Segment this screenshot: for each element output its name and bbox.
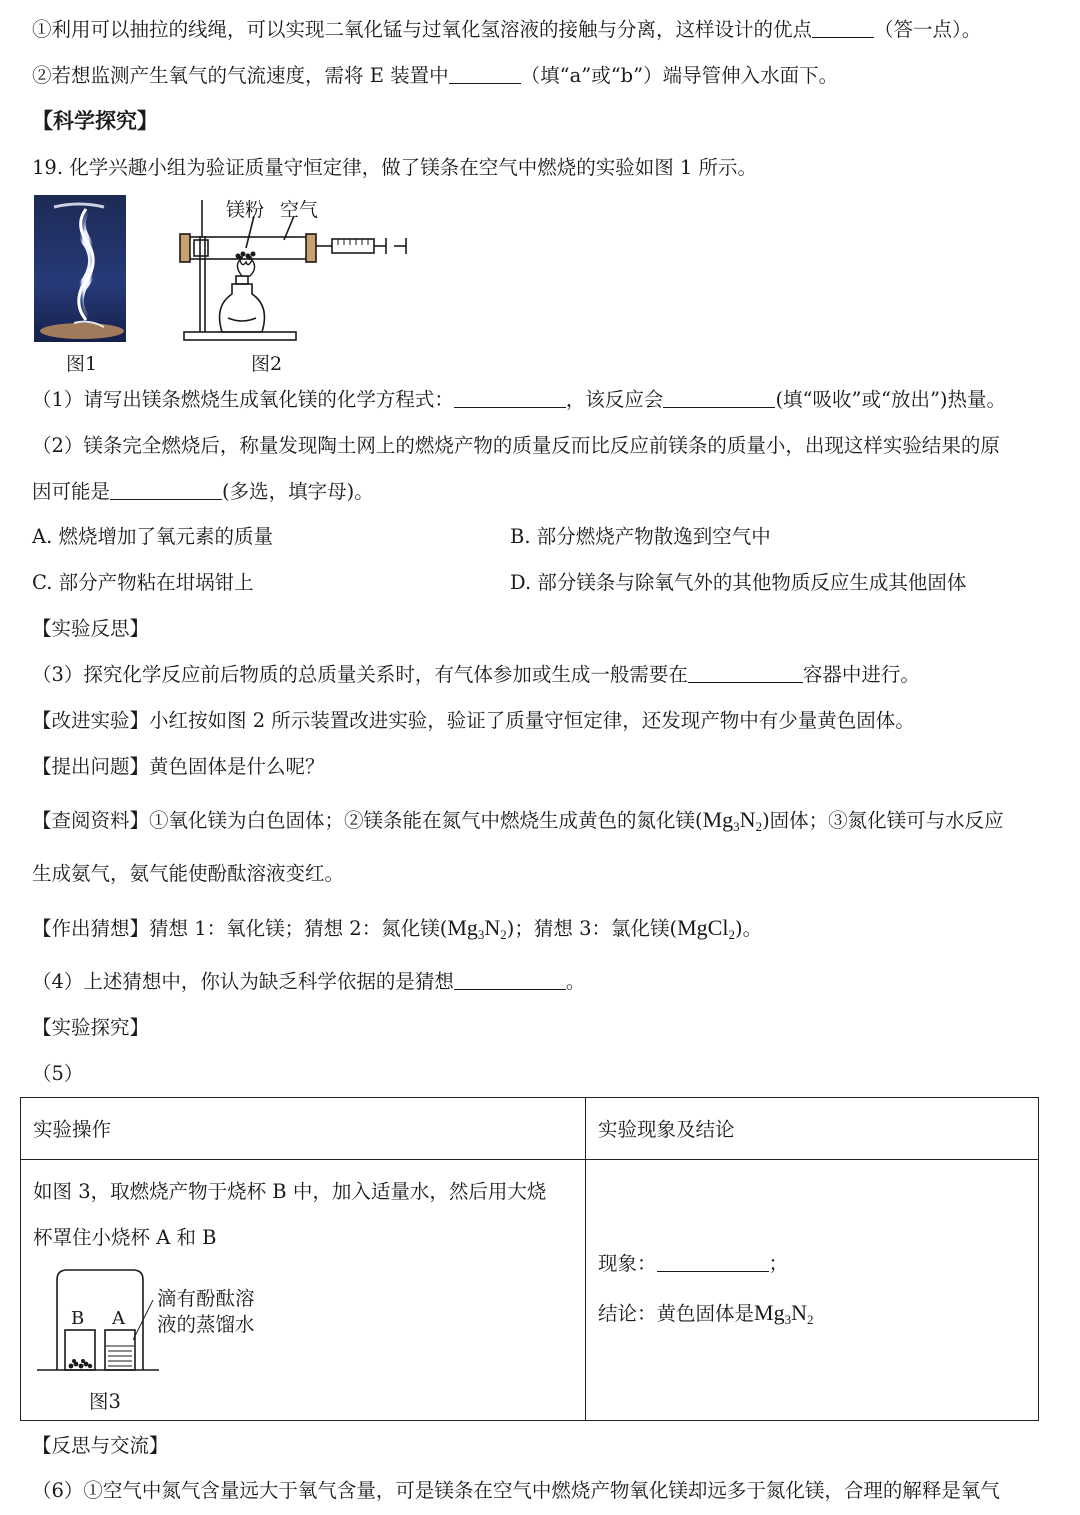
raise-question: 【提出问题】黄色固体是什么呢？	[32, 755, 325, 778]
operation-line2: 杯罩住小烧杯 A 和 B	[33, 1226, 217, 1249]
table-cell-operation	[21, 1160, 586, 1421]
answer-blank[interactable]	[812, 17, 874, 38]
q19-2-line1: （2）镁条完全燃烧后，称量发现陶土网上的燃烧产物的质量反而比反应前镁条的质量小，出现这样实验结果的原	[32, 434, 1000, 457]
answer-blank[interactable]	[657, 1251, 769, 1272]
q19-1: （1）请写出镁条燃烧生成氧化镁的化学方程式： ，该反应会 (填“吸收”或“放出”)热量。	[32, 388, 1007, 411]
q19-6: （6）①空气中氮气含量远大于氧气含量，可是镁条在空气中燃烧产物氧化镁却远多于氮化镁，合理的解释是氧气	[32, 1479, 1000, 1502]
section-title: 【科学探究】	[32, 108, 158, 133]
answer-blank[interactable]	[663, 387, 775, 408]
formula-mgcl2: MgCl$_2$	[677, 915, 735, 942]
answer-blank[interactable]	[454, 969, 566, 990]
reference-info-line2: 生成氨气，氨气能使酚酞溶液变红。	[32, 862, 345, 885]
figure-2-apparatus	[176, 196, 412, 344]
answer-blank[interactable]	[454, 387, 566, 408]
explore-title: 【实验探究】	[32, 1016, 150, 1039]
reflect-title: 【实验反思】	[32, 617, 150, 640]
figure-1-burning-magnesium	[34, 195, 126, 342]
formula-mg3n2: $Mg_3N_2$	[702, 807, 763, 834]
q19-3: （3）探究化学反应前后物质的总质量关系时，有气体参加或生成一般需要在 容器中进行。	[32, 663, 920, 686]
option-a: A. 燃烧增加了氧元素的质量	[32, 525, 273, 548]
experiment-table	[20, 1097, 1039, 1421]
table-header-operation: 实验操作	[21, 1098, 586, 1160]
table-cell-result	[586, 1160, 1039, 1421]
q18-line2: ②若想监测产生氧气的气流速度，需将 E 装置中 （填“a”或“b”）端导管伸入水面下。	[32, 64, 839, 87]
figure-3-note-line2: 液的蒸馏水	[157, 1313, 255, 1336]
figure-3-caption: 图3	[89, 1390, 121, 1413]
formula-mg3n2: $Mg_3N_2$	[754, 1300, 814, 1327]
phenomenon-line: 现象： ；	[598, 1252, 789, 1275]
improve-experiment: 【改进实验】小红按如图 2 所示装置改进实验，验证了质量守恒定律，还发现产物中有少量黄色固体。	[32, 709, 915, 732]
answer-blank[interactable]	[688, 662, 803, 683]
figure-3-label-a: A	[112, 1308, 125, 1329]
figure-3-beakers	[33, 1264, 163, 1376]
option-d: D. 部分镁条与除氧气外的其他物质反应生成其他固体	[510, 571, 967, 594]
figure-3-note-line1: 滴有酚酞溶	[157, 1287, 255, 1310]
figure-2-label-air: 空气	[280, 199, 319, 221]
option-b: B. 部分燃烧产物散逸到空气中	[510, 525, 771, 548]
conclusion-line: 结论：黄色固体是$Mg_3N_2$	[598, 1300, 814, 1327]
figure-2-label-mg: 镁粉	[226, 199, 265, 221]
table-header-result: 实验现象及结论	[586, 1098, 1039, 1160]
q18-line1: ①利用可以抽拉的线绳，可以实现二氧化锰与过氧化氢溶液的接触与分离，这样设计的优点 （答一点）。	[32, 18, 982, 41]
figure-2-caption: 图2	[251, 353, 283, 375]
hypothesis: 【作出猜想】猜想 1：氧化镁；猜想 2：氮化镁$(Mg_3N_2)$；猜想 3：氯化镁(MgCl$_2$)。	[32, 915, 763, 942]
q19-intro: 19. 化学兴趣小组为验证质量守恒定律，做了镁条在空气中燃烧的实验如图 1 所示。	[32, 156, 758, 179]
q19-4: （4）上述猜想中，你认为缺乏科学依据的是猜想 。	[32, 970, 586, 993]
discuss-title: 【反思与交流】	[32, 1434, 169, 1457]
option-c: C. 部分产物粘在坩埚钳上	[32, 571, 254, 594]
answer-blank[interactable]	[449, 63, 521, 84]
q19-5-label: （5）	[32, 1062, 84, 1085]
answer-blank[interactable]	[110, 479, 222, 500]
figure-1-caption: 图1	[66, 353, 98, 375]
q19-2-line2: 因可能是 (多选，填字母)。	[32, 480, 374, 503]
figure-3-label-b: B	[71, 1308, 85, 1329]
reference-info-line1: 【查阅资料】①氧化镁为白色固体；②镁条能在氮气中燃烧生成黄色的氮化镁$(Mg_3N_2)$固体；③氮化镁可与水反应	[32, 807, 1004, 834]
formula-mg3n2: $Mg_3N_2$	[447, 915, 507, 942]
operation-line1: 如图 3，取燃烧产物于烧杯 B 中，加入适量水，然后用大烧	[33, 1180, 547, 1203]
